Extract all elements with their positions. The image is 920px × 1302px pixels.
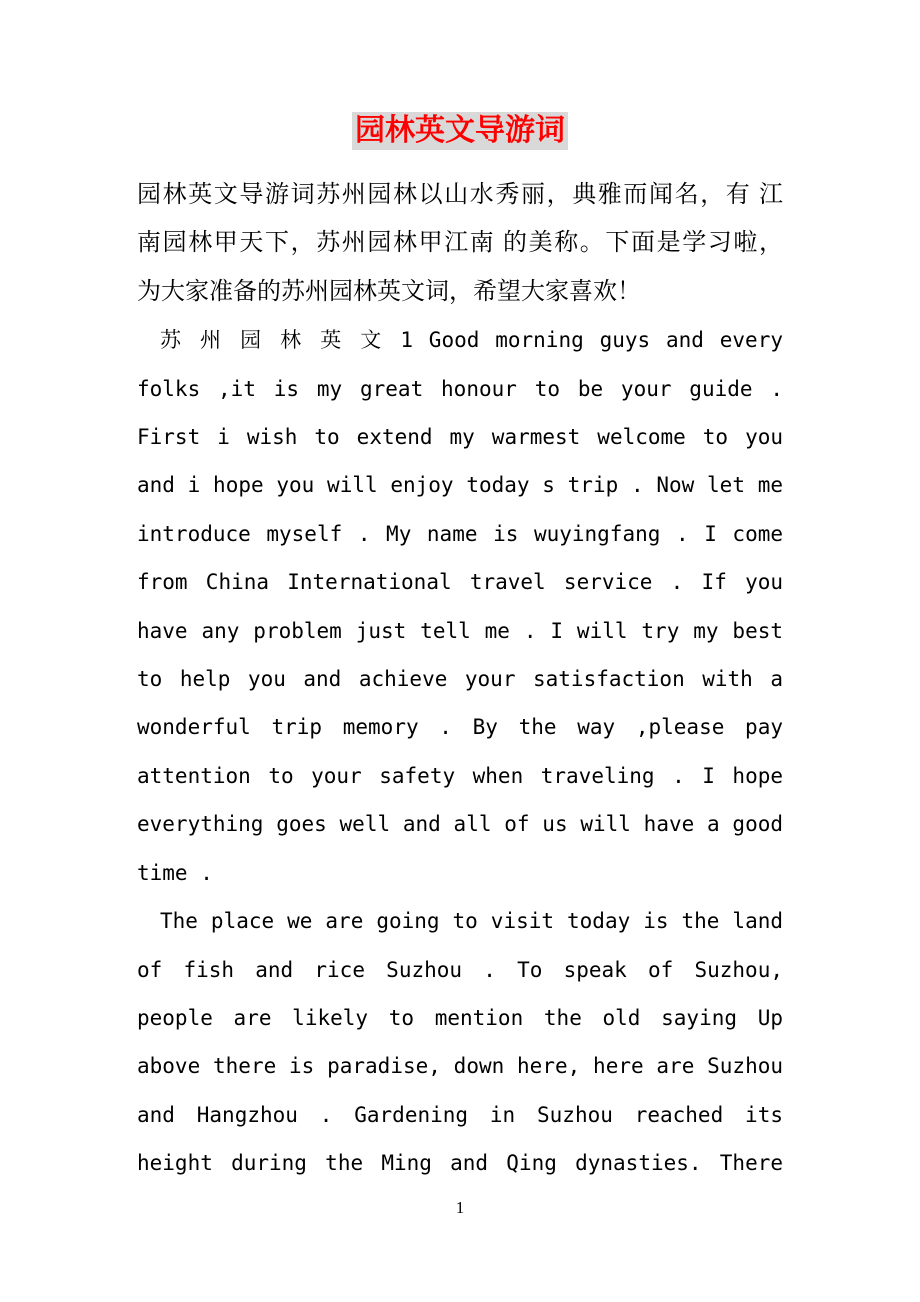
text-line: people are likely to mention the old saying Up: [137, 1005, 783, 1030]
document-body: [137, 171, 783, 1188]
text-line: 园林英文导游词苏州园林以山水秀丽，典雅而闻名，有 江: [137, 182, 783, 208]
text-line: introduce myself . My name is wuyingfang . I come: [137, 521, 783, 546]
paragraph-intro-cn: [137, 171, 783, 316]
text-line: 苏 州 园 林 英 文 1 Good morning guys and every: [160, 328, 783, 353]
text-line: folks ,it is my great honour to be your guide .: [137, 376, 783, 401]
text-line: First i wish to extend my warmest welcome to you: [137, 425, 783, 450]
text-line: and i hope you will enjoy today s trip . Now let me: [137, 473, 783, 498]
text-line: everything goes well and all of us will have a good: [137, 812, 783, 837]
text-line: 为大家准备的苏州园林英文词，希望大家喜欢！: [137, 278, 641, 305]
page-number: 1: [455, 1198, 465, 1217]
text-line: and Hangzhou . Gardening in Suzhou reached its: [137, 1102, 783, 1127]
text-line: 南园林甲天下，苏州园林甲江南 的美称。下面是学习啦，: [137, 230, 783, 257]
text-line: above there is paradise, down here, here are Suzhou: [137, 1054, 783, 1079]
text-line: time .: [137, 860, 213, 885]
paragraph-speech-suzhou: [137, 897, 783, 1187]
text-line: from China International travel service . If you: [137, 570, 783, 595]
text-line: height during the Ming and Qing dynasties. There: [137, 1151, 783, 1176]
paragraph-speech-greeting: [137, 316, 783, 897]
text-line: attention to your safety when traveling . I hope: [137, 763, 783, 788]
text-line: to help you and achieve your satisfaction with a: [137, 667, 783, 692]
text-line: have any problem just tell me . I will try my best: [137, 618, 783, 643]
text-line: wonderful trip memory . By the way ,please pay: [137, 715, 783, 740]
document-title-wrap: [0, 0, 920, 150]
page-footer: [0, 1198, 920, 1218]
text-line: of fish and rice Suzhou . To speak of Suzhou,: [137, 957, 783, 982]
document-title: 园林英文导游词: [352, 112, 568, 150]
text-line: The place we are going to visit today is the land: [160, 909, 783, 934]
